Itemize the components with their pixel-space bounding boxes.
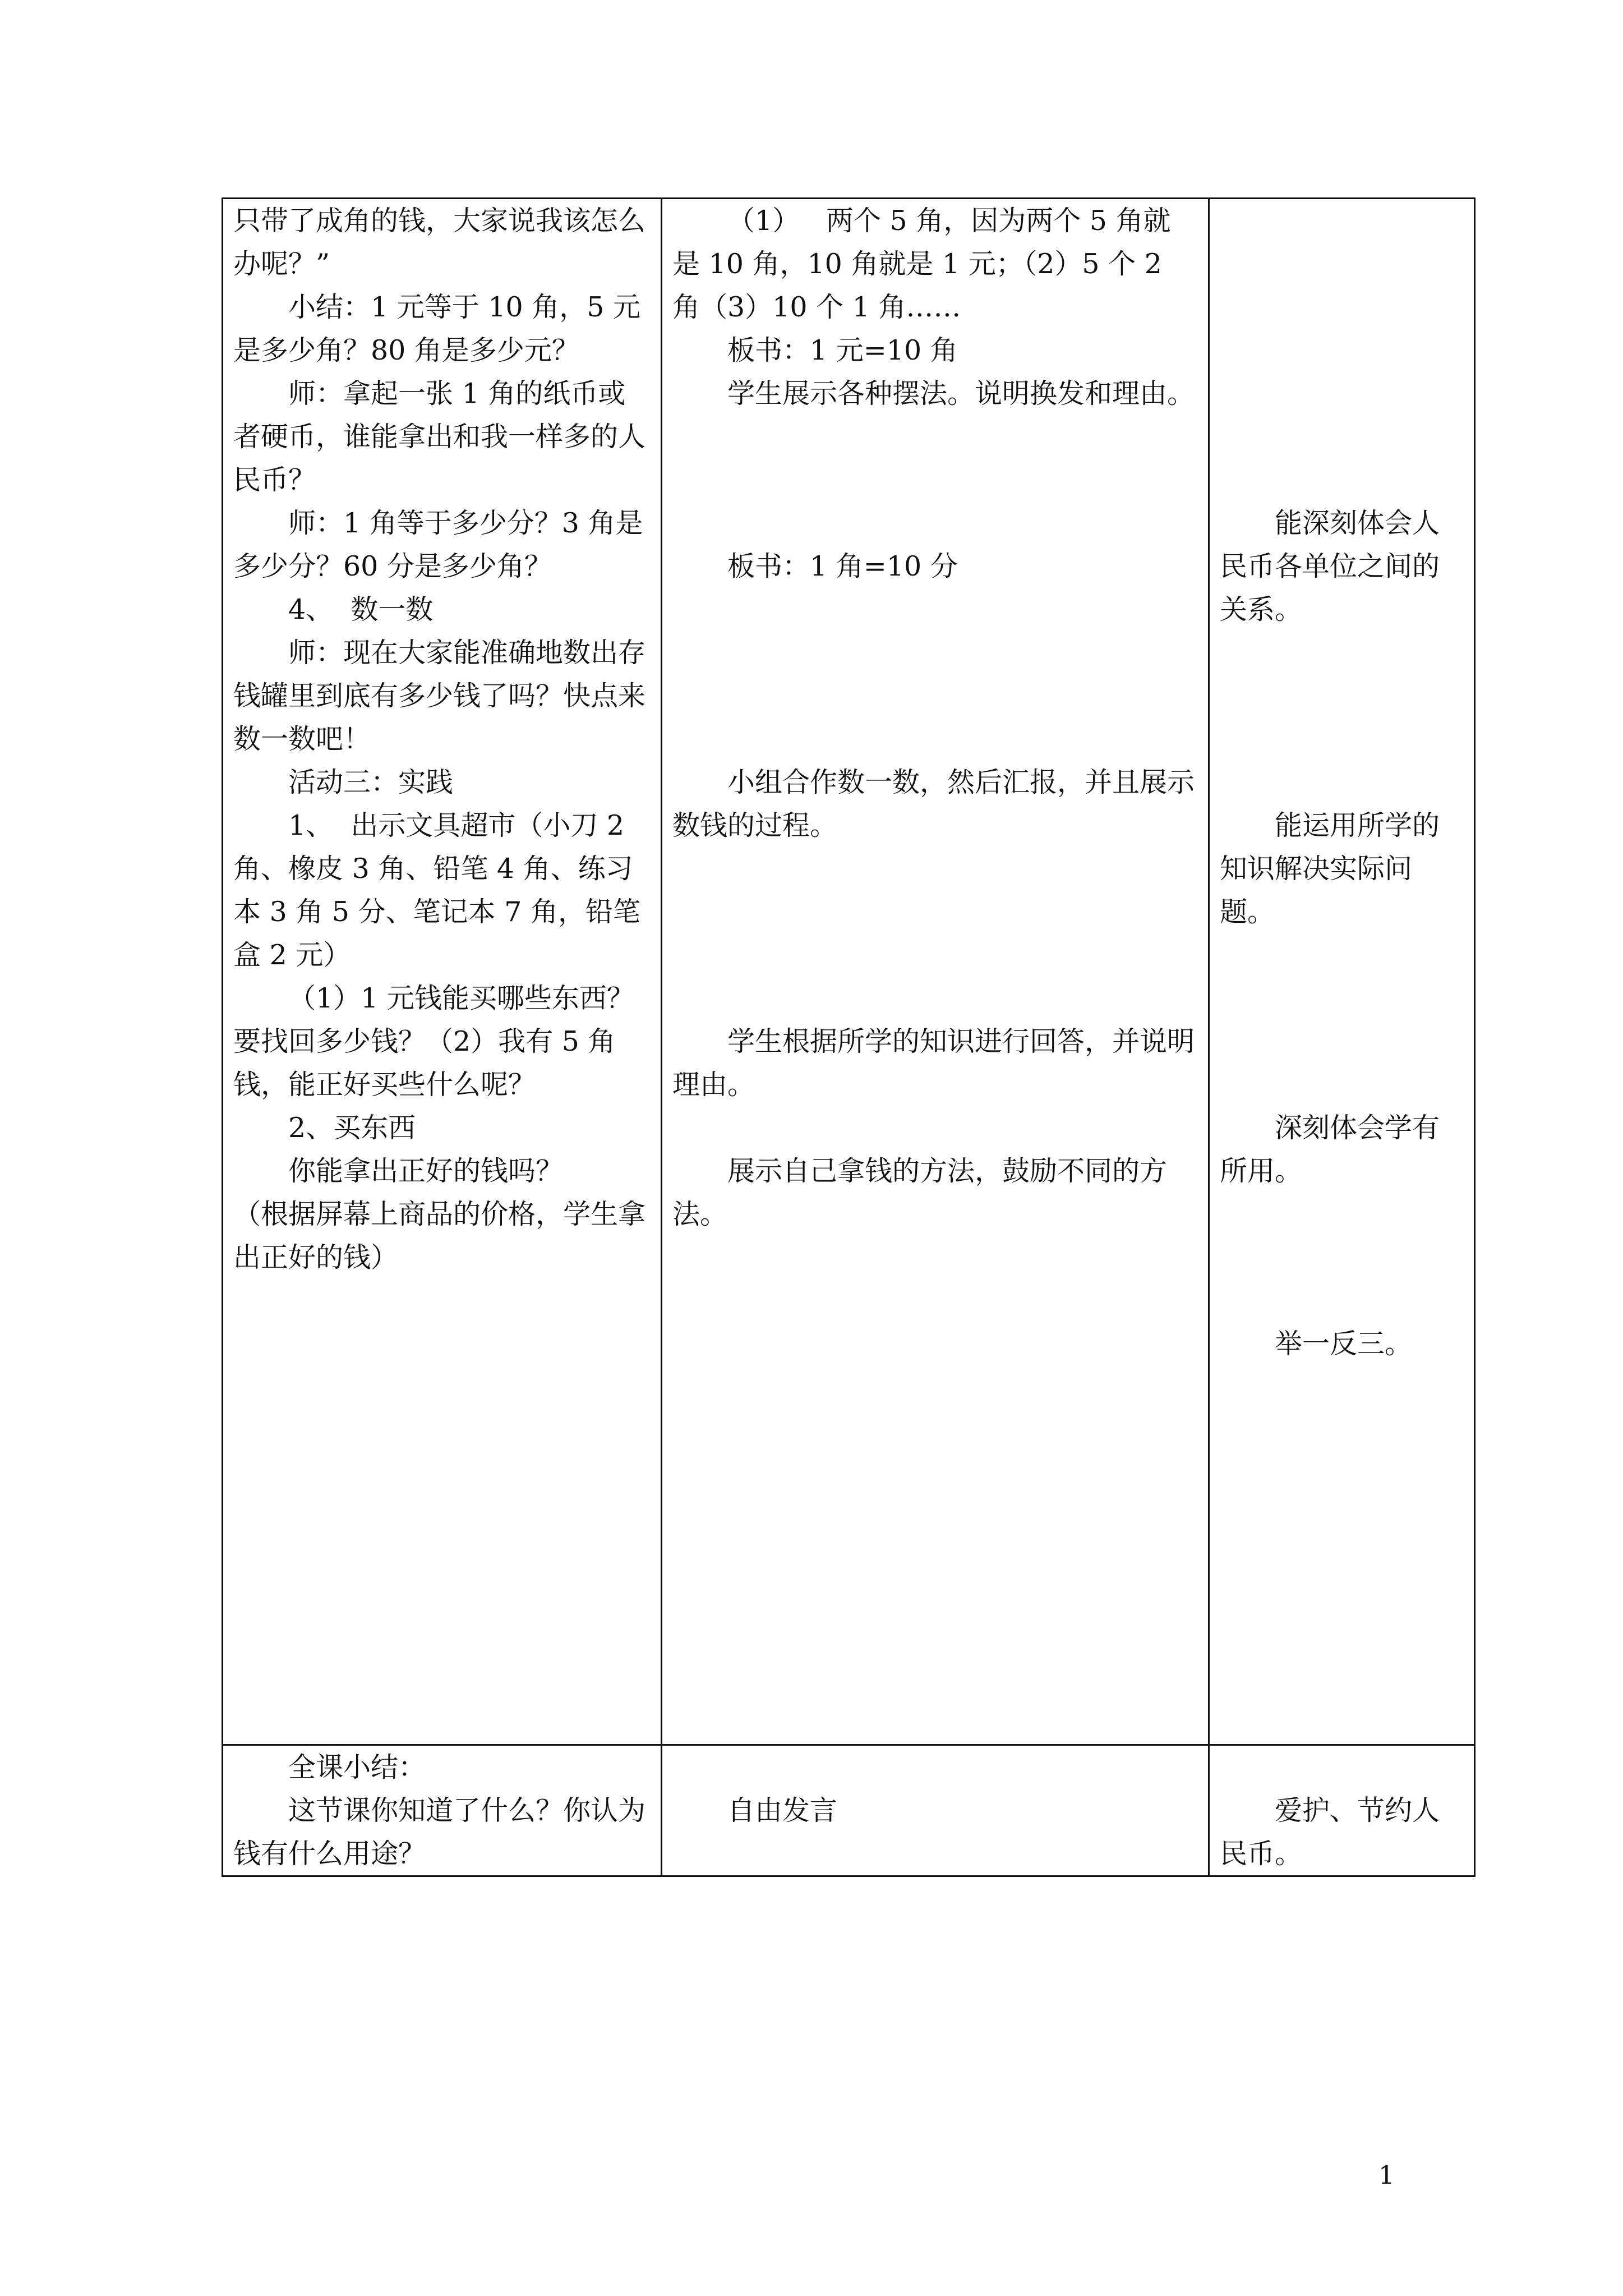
- spacer: [1220, 199, 1464, 372]
- text-paragraph: 1、 出示文具超市（小刀 2 角、橡皮 3 角、铅笔 4 角、练习本 3 角 5 分、笔记本 7 角，铅笔盒 2 元）: [233, 809, 640, 971]
- section-heading: 全课小结：: [288, 1751, 426, 1783]
- spacer: [1220, 372, 1464, 501]
- text-paragraph: 小结：1 元等于 10 角，5 元是多少角？80 角是多少元？: [233, 291, 641, 366]
- lesson-plan-table: [222, 197, 1476, 1877]
- board-note: 板书：1 元=10 角: [727, 334, 958, 366]
- spacer: [1220, 933, 1464, 1106]
- text-paragraph: 能运用所学的知识解决实际问题。: [1220, 809, 1440, 928]
- text-paragraph: 你能拿出正好的钱吗？: [288, 1155, 564, 1187]
- text-paragraph: （根据屏幕上商品的价格，学生拿出正好的钱）: [233, 1198, 646, 1273]
- text-paragraph: 举一反三。: [1275, 1328, 1413, 1360]
- text-paragraph: 展示自己拿钱的方法，鼓励不同的方法。: [672, 1155, 1168, 1230]
- student-activity-cell: [662, 199, 1209, 1745]
- text-paragraph: 学生根据所学的知识进行回答，并说明理由。: [672, 1025, 1195, 1101]
- text-paragraph: （1） 两个 5 角，因为两个 5 角就是 10 角，10 角就是 1 元；（2）5 个 2 角（3）10 个 1 角……: [672, 205, 1171, 323]
- text-paragraph: 爱护、节约人民币。: [1220, 1795, 1440, 1870]
- spacer: [1220, 1193, 1464, 1322]
- spacer: [672, 588, 1198, 761]
- text-paragraph: 师：1 角等于多少分？3 角是多少分？60 分是多少角？: [233, 507, 643, 582]
- text-paragraph: （1）1 元钱能买哪些东西？要找回多少钱？（2）我有 5 角钱，能正好买些什么呢？: [233, 982, 634, 1101]
- spacer: [672, 415, 1198, 545]
- text-paragraph: 学生展示各种摆法。说明换发和理由。: [727, 378, 1195, 409]
- spacer: [672, 1746, 1198, 1789]
- text-paragraph: 深刻体会学有所用。: [1220, 1112, 1440, 1187]
- text-paragraph: 只带了成角的钱，大家说我该怎么办呢？”: [233, 205, 646, 280]
- table-row: [223, 199, 1475, 1745]
- text-paragraph: 自由发言: [727, 1795, 838, 1826]
- page-number: 1: [1378, 2160, 1395, 2190]
- section-heading: 2、买东西: [288, 1112, 416, 1144]
- table-row: [223, 1745, 1475, 1876]
- text-paragraph: 这节课你知道了什么？你认为钱有什么用途？: [233, 1795, 646, 1870]
- section-heading: 活动三：实践: [288, 766, 454, 798]
- summary-student-cell: [662, 1745, 1209, 1876]
- text-paragraph: 能深刻体会人民币各单位之间的关系。: [1220, 507, 1440, 625]
- spacer: [672, 1106, 1198, 1149]
- text-paragraph: 师：现在大家能准确地数出存钱罐里到底有多少钱了吗？快点来数一数吧！: [233, 637, 646, 755]
- text-paragraph: 师：拿起一张 1 角的纸币或者硬币，谁能拿出和我一样多的人民币？: [233, 378, 646, 496]
- summary-intent-cell: [1209, 1745, 1475, 1876]
- spacer: [1220, 631, 1464, 804]
- spacer: [672, 847, 1198, 1020]
- section-heading: 4、 数一数: [288, 593, 434, 625]
- spacer: [1220, 1746, 1464, 1789]
- text-paragraph: 小组合作数一数，然后汇报，并且展示数钱的过程。: [672, 766, 1195, 841]
- summary-teacher-cell: [223, 1745, 662, 1876]
- teacher-activity-cell: [223, 199, 662, 1745]
- design-intent-cell: [1209, 199, 1475, 1745]
- board-note: 板书：1 角=10 分: [727, 550, 958, 582]
